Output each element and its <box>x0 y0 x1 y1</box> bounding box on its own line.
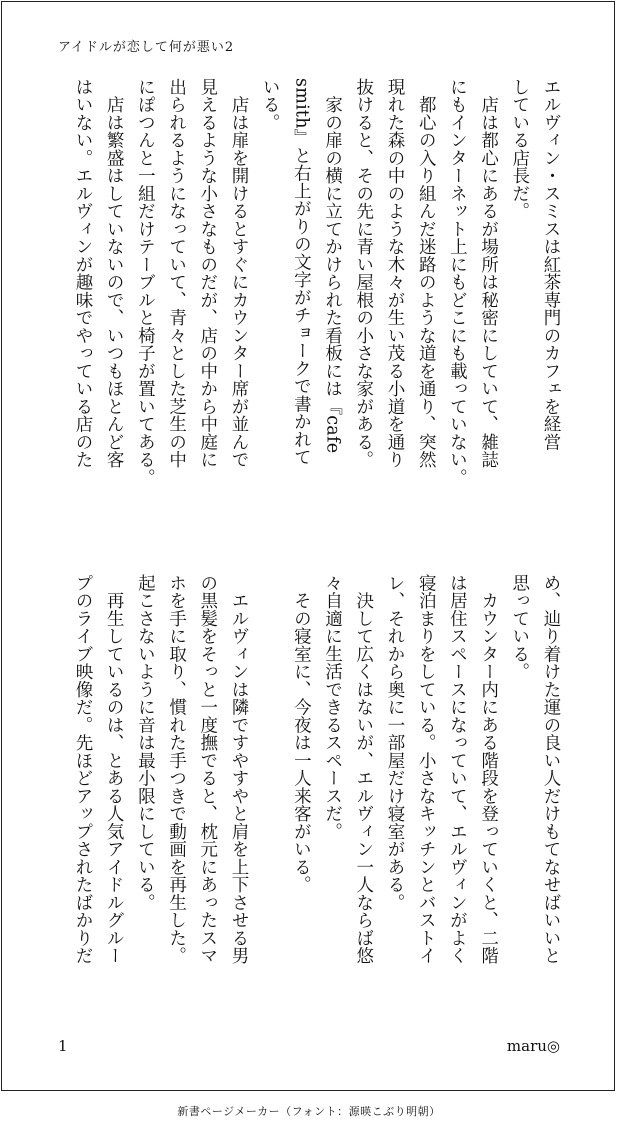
text-line: プのライブ映像だ。先ほどアップされたばかりだ <box>72 574 93 965</box>
lower-text-block <box>54 574 566 994</box>
text-line: レ、それから奥に一部屋だけ寝室がある。 <box>384 574 405 912</box>
page-number: 1 <box>58 1037 68 1055</box>
text-line: にぽつんと一組だけテーブルと椅子が置いてある。 <box>135 78 156 487</box>
text-line: 再生しているのは、とある人気アイドルグルー <box>104 574 125 965</box>
text-line: 起こさないように音は最小限にしている。 <box>135 574 156 912</box>
text-line: エルヴィンは隣ですやすやと肩を上下させる男 <box>228 574 249 965</box>
text-line: 決して広くはないが、エルヴィン一人ならば悠 <box>353 574 374 965</box>
text-line: その寝室に、今夜は一人来客がいる。 <box>291 574 312 894</box>
text-line: 抜けると、その先に青い屋根の小さな家がある。 <box>353 78 374 469</box>
text-line: 店は扉を開けるとすぐにカウンター席が並んで <box>228 78 249 469</box>
text-line: 店は都心にあるが場所は秘密にしていて、雑誌 <box>478 78 499 469</box>
text-line: 見えるような小さなものだが、店の中から中庭に <box>197 78 218 469</box>
text-line: smith』と右上がりの文字がチョークで書かれて <box>291 78 312 466</box>
text-line: 々自適に生活できるスペースだ。 <box>322 574 343 841</box>
text-line: 現れた森の中のような木々が生い茂る小道を通り <box>384 78 405 469</box>
author-name: maru◎ <box>506 1037 560 1055</box>
text-line: 出られるようになっていて、青々とした芝生の中 <box>166 78 187 469</box>
text-line: している店長だ。 <box>509 78 530 220</box>
text-line <box>254 574 285 994</box>
text-line: にもインターネット上にもどこにも載っていない。 <box>447 78 468 487</box>
text-line: 家の扉の横に立てかけられた看板には『cafe <box>322 78 343 454</box>
text-line: はいない。エルヴィンが趣味でやっている店のた <box>72 78 93 469</box>
text-line: いる。 <box>260 78 281 132</box>
text-line: カウンター内にある階段を登っていくと、二階 <box>478 574 499 965</box>
text-line: エルヴィン・スミスは紅茶専門のカフェを経営 <box>541 78 561 451</box>
text-line: め、辿り着けた運の良い人だけもてなせばいいと <box>541 574 561 965</box>
text-line: ホを手に取り、慣れた手つきで動画を再生した。 <box>166 574 187 965</box>
text-line: の黒髪をそっと一度撫でると、枕元にあったスマ <box>197 574 218 965</box>
footer-credit: 新書ページメーカー（フォント：源暎こぶり明朝） <box>177 1105 441 1118</box>
upper-text-block <box>54 78 566 528</box>
book-title: アイドルが恋して何が悪い2 <box>58 40 235 55</box>
text-line: 店は繁盛はしていないので、いつもほとんど客 <box>104 78 125 469</box>
text-line: 寝泊まりをしている。小さなキッチンとバストイ <box>416 574 437 965</box>
text-line: は居住スペースになっていて、エルヴィンがよく <box>447 574 468 965</box>
text-line: 思っている。 <box>509 574 530 681</box>
text-line: 都心の入り組んだ迷路のような道を通り、突然 <box>416 78 437 469</box>
